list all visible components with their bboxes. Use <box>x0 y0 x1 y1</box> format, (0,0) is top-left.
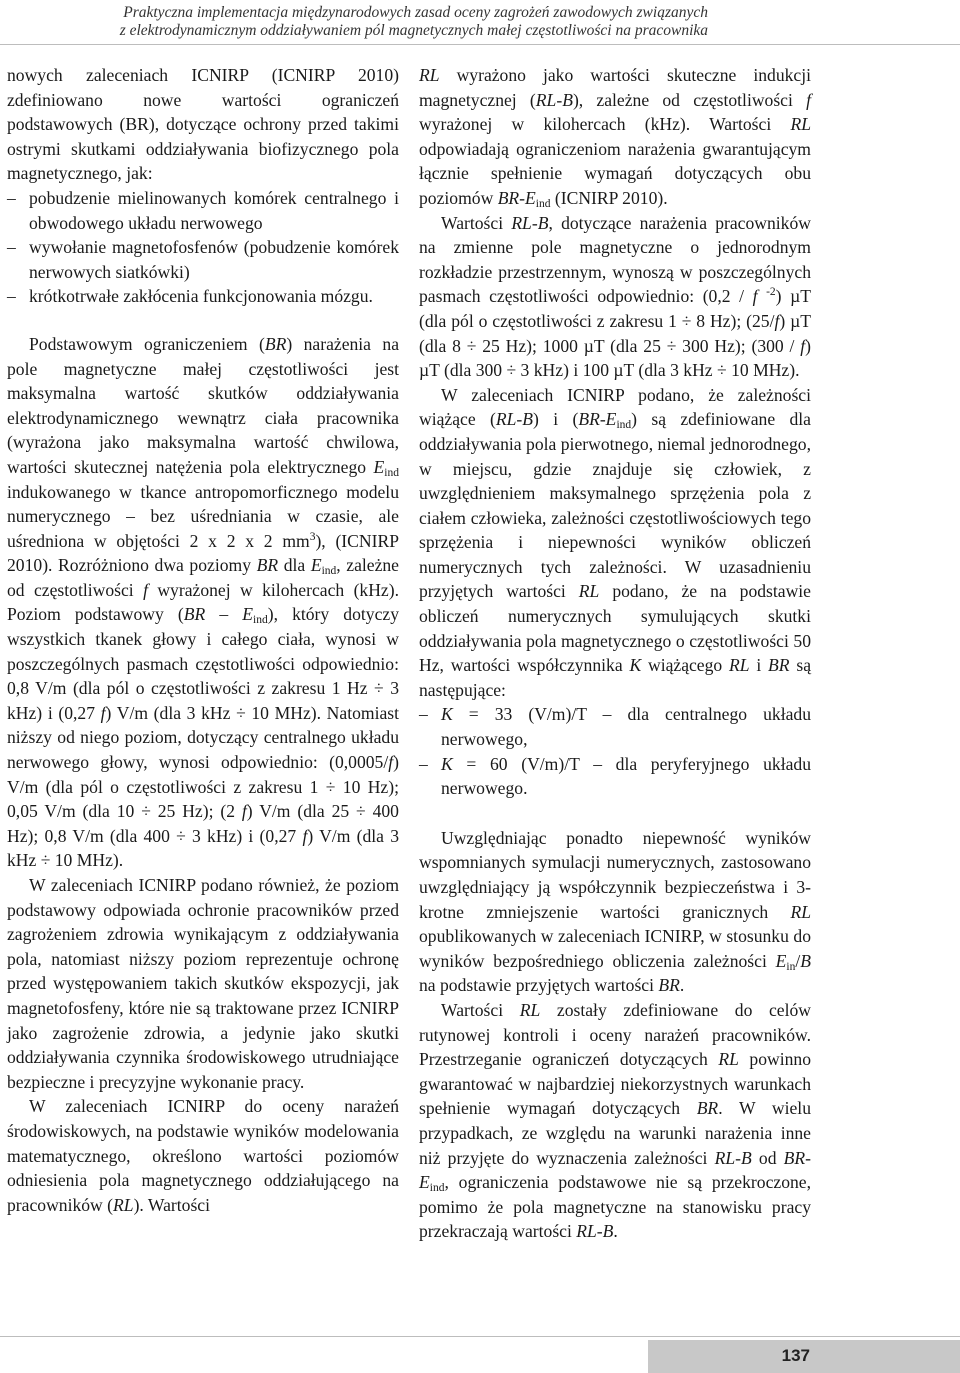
running-header <box>68 4 708 40</box>
running-header-line-1: Praktyczna implementacja międzynarodowych zasad oceny zagrożeń zawodowych związanych <box>123 4 708 21</box>
left-column <box>7 63 399 1217</box>
page-number: 137 <box>781 1346 810 1365</box>
page-number-box <box>648 1340 960 1373</box>
dash-bullet: – <box>7 187 16 208</box>
list-item-text: krótkotrwałe zakłócenia funkcjonowania mózgu. <box>29 286 373 307</box>
list-item-text: wywołanie magnetofosfenów (pobudzenie komórek nerwowych siatkówki) <box>29 237 399 282</box>
dash-bullet: – <box>419 753 428 774</box>
running-header-line-2: z elektrodynamicznym oddziaływaniem pól magnetycznych małej częstotliwości na pracownika <box>119 22 708 39</box>
intro-paragraph: nowych zaleceniach ICNIRP (ICNIRP 2010) zdefiniowano nowe wartości ograniczeń podstawowych (BR), dotyczące ochrony przed takimi ostrymi skutkami oddziaływania biofizycznego pola magnetycznego, jak: <box>7 65 399 184</box>
paragraph-reference-levels: W zaleceniach ICNIRP do oceny narażeń środowiskowych, na podstawie wyników modelowania matematycznego, określono wartości poziomów odniesienia pola magnetycznego oddziałującego na pracowników (RL). Wartości <box>7 1096 399 1215</box>
paragraph-basic-restrictions: Podstawowym ograniczeniem (BR) narażenia na pole magnetyczne małej częstotliwości jest maksymalna wartość skutków oddziaływania elektrodynamicznego wewnątrz ciała pracownika (wyrażona jako maksymalna wartość chwilowa, wartości skutecznej natężenia pola elektrycznego $E_{ind}$ indukowanego w tkance antropomorficznego modelu numerycznego – bez uśredniania w czasie, ale uśredniona w objętości 2 x 2 x 2 $mm^3$), (ICNIRP 2010). Rozróżniono dwa poziomy BR dla $E_{ind}$, zależne od częstotliwości f wyrażonej w kilohercach (kHz). Poziom podstawowy $(BR - E_{ind})$, który dotyczy wszystkich tkanek głowy i całego ciała, wynosi w poszczególnych pasmach częstotliwości odpowiednio: 0,8 V/m (dla pól o częstotliwości z zakresu 1 Hz ÷ 3 kHz) i (0,27 f) V/m (dla 3 kHz ÷ 10 MHz). Natomiast niższy od niego poziom, dotyczący centralnego układu nerwowego głowy, wynosi odpowiednio: (0,0005/f) V/m (dla pól o częstotliwości z zakresu 1 ÷ 10 Hz); 0,05 V/m (dla 10 ÷ 25 Hz); (2 f) V/m (dla 25 ÷ 400 Hz); 0,8 V/m (dla 400 ÷ 3 kHz) i (0,27 f) V/m (dla 3 kHz ÷ 10 MHz). <box>7 333 400 871</box>
dash-bullet: – <box>7 286 16 307</box>
paragraph-rl-b: Wartości RL-B, dotyczące narażenia pracowników na zmienne pole magnetyczne o jednorodnym rozkładzie przestrzennym, wynoszą w poszczególnych pasmach częstotliwości odpowiednio: (0,2 / f $^{-2}$) µT (dla pól o częstotliwości z zakresu 1 ÷ 8 Hz); (25/f) µT (dla 8 ÷ 25 Hz); 1000 µT (dla 25 ÷ 300 Hz); (300 / f) µT (dla 300 ÷ 3 kHz) i 100 µT (dla 3 kHz ÷ 10 MHz). <box>419 212 811 381</box>
list-item-text: pobudzenie mielinowanych komórek centralnego i obwodowego układu nerwowego <box>29 187 399 233</box>
paragraph-relations: W zaleceniach ICNIRP podano, że zależności wiążące (RL-B) i $(BR-E_{ind})$ są zdefiniowane dla oddziaływania pola pierwotnego, niemal jednorodnego, w miejscu, gdzie znajduje się człowiek, z uwzględnieniem maksymalnego sprzężenia pola z ciałem człowieka, zależności częstotliwościowych tego sprzężenia i niepewności wyników obliczeń numerycznych tych zależności. W uzasadnieniu przyjętych wartości RL podano, że na podstawie obliczeń numerycznych symulujących skutki oddziaływania pola magnetycznego o częstotliwości 50 Hz, wartości współczynnika K wiążącego RL i BR są następujące: <box>419 384 811 700</box>
paragraph-routine-control: Wartości RL zostały zdefiniowane do celów rutynowej kontroli i oceny narażeń pracowników. Przestrzeganie ograniczeń dotyczących RL powinno gwarantować w najbardziej niekorzystnych warunkach spełnienie wymagań dotyczących BR. W wielu przypadkach, ze względu na warunki narażenia inne niż przyjęte do wyznaczenia zależności RL-B od $BR-E_{ind}$, ograniczenia podstawowe nie są przekroczone, pomimo że pola magnetyczne na stanowisku pracy przekraczają wartości RL-B. <box>419 999 812 1242</box>
footer-divider <box>0 1336 960 1337</box>
list-item-k-central: – K = 33 (V/m)/T – dla centralnego układu nerwowego, <box>419 702 811 751</box>
paragraph-rl-values: RL wyrażono jako wartości skuteczne indukcji magnetycznej (RL-B), zależne od częstotliwości f wyrażonej w kilohercach (kHz). Wartości RL odpowiadają ograniczeniom narażenia gwarantującym łącznie spełnienie wymagań dotyczących obu poziomów $BR-E_{ind}$ (ICNIRP 2010). <box>419 65 811 210</box>
list-item-k-peripheral: – K = 60 (V/m)/T – dla peryferyjnego układu nerwowego. <box>419 752 811 801</box>
paragraph-basic-level: W zaleceniach ICNIRP podano również, że poziom podstawowy odpowiada ochronie pracowników przed zagrożeniem zdrowia wynikającym z oddziaływania pola, natomiast niższy poziom reprezentuje ochronę przed występowaniem takich skutków ekspozycji, jak magnetofosfeny, które nie są traktowane przez ICNIRP jako zagrożenie zdrowia, a jedynie jako skutki oddziaływania czynnika środowiskowego utrudniające bezpieczne i precyzyjne wykonanie pracy. <box>7 875 399 1092</box>
right-column <box>419 63 811 1244</box>
dash-bullet: – <box>419 704 428 725</box>
list-item <box>7 186 399 235</box>
dash-bullet: – <box>7 237 16 258</box>
list-item <box>7 235 399 284</box>
list-item <box>7 284 399 309</box>
paragraph-uncertainty: Uwzględniając ponadto niepewność wyników wspomnianych symulacji numerycznych, zastosowano uwzględniający ją współczynnik bezpieczeństwa i 3-krotne zmniejszenie wartości granicznych RL opublikowanych w zaleceniach ICNIRP, w stosunku do wyników bezpośredniego obliczenia zależności $E_{in}/B$ na podstawie przyjętych wartości BR. <box>419 827 811 996</box>
header-divider <box>0 44 960 45</box>
